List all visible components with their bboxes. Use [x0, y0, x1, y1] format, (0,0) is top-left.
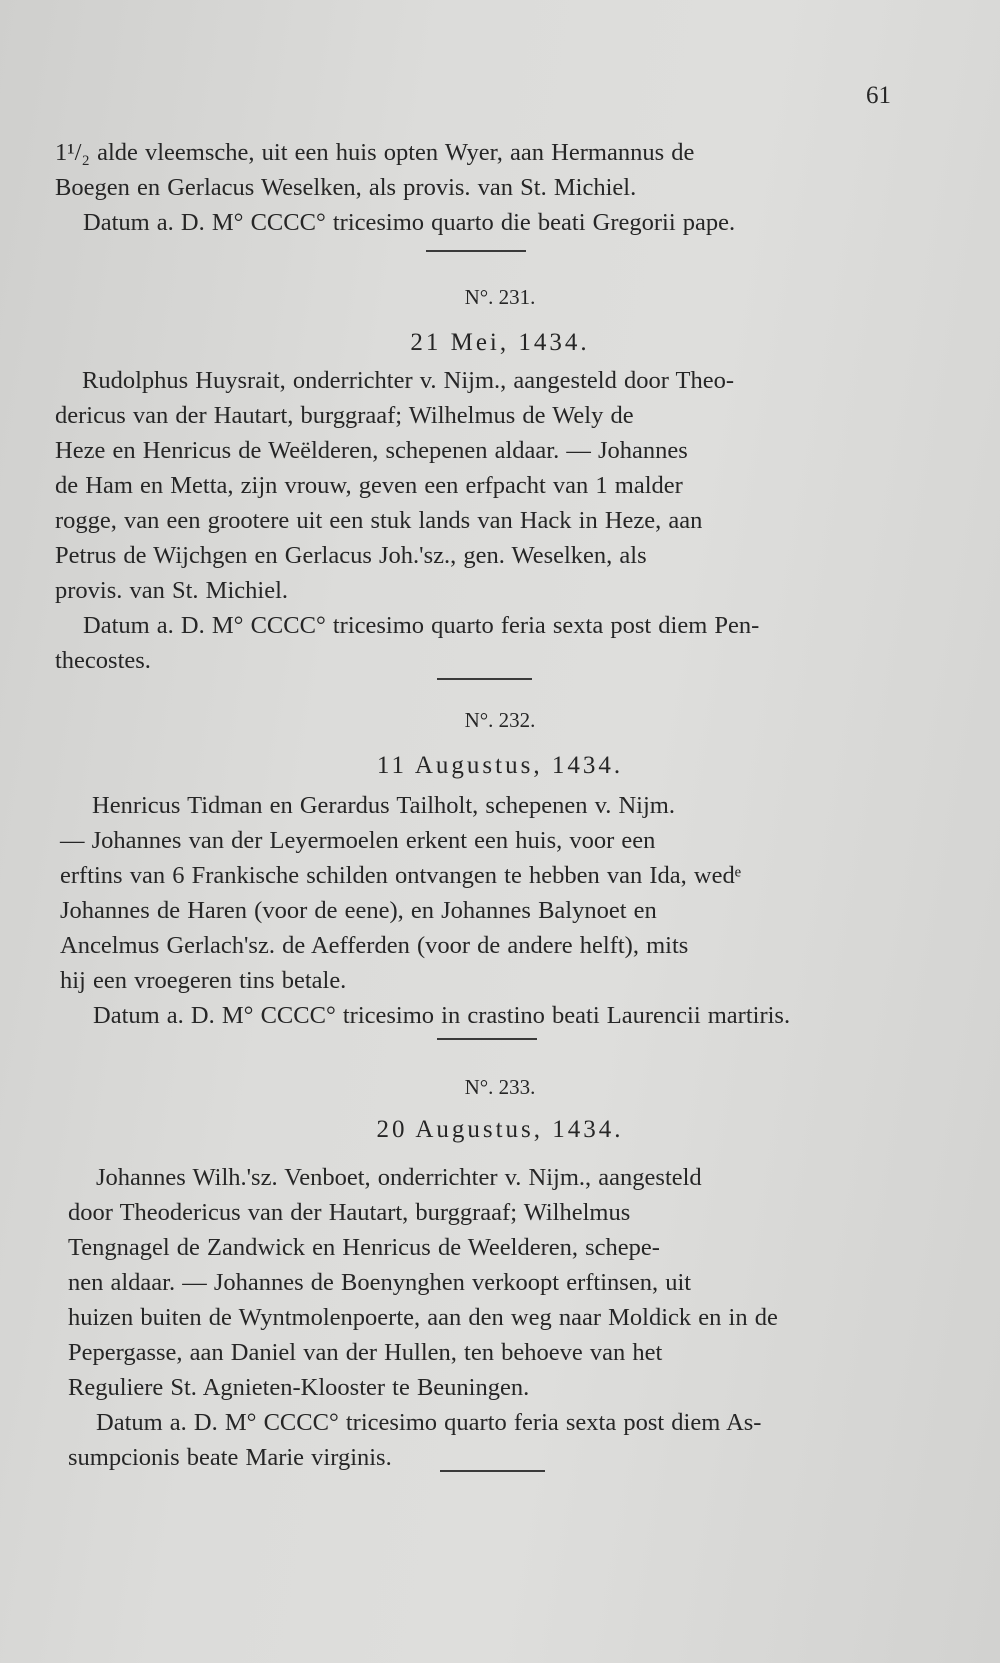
- entry-body: [68, 1160, 948, 1475]
- text-line: Reguliere St. Agnieten-Klooster te Beuningen.: [68, 1374, 530, 1401]
- entry-number: N°. 232.: [464, 708, 536, 732]
- text-line: Boegen en Gerlacus Weselken, als provis. van St. Michiel.: [55, 174, 637, 201]
- datum-line: Datum a. D. M° CCCC° tricesimo quarto feria sexta post diem Pen-: [83, 612, 760, 639]
- text-line: rogge, van een grootere uit een stuk lands van Hack in Heze, aan: [55, 507, 703, 534]
- text-line: Johannes de Haren (voor de eene), en Johannes Balynoet en: [60, 897, 657, 924]
- entry-number: N°. 231.: [464, 285, 536, 309]
- datum-line: Datum a. D. M° CCCC° tricesimo in crastino beati Laurencii martiris.: [93, 1002, 791, 1029]
- text-line: huizen buiten de Wyntmolenpoerte, aan den weg naar Moldick en in de: [68, 1304, 778, 1331]
- intro-paragraph: [55, 135, 935, 240]
- entry-date: 11 Augustus, 1434.: [376, 752, 624, 779]
- entry-body: [55, 363, 935, 678]
- section-divider: [437, 1038, 537, 1040]
- text-line: Ancelmus Gerlach'sz. de Aefferden (voor de andere helft), mits: [60, 932, 689, 959]
- text-line: de Ham en Metta, zijn vrouw, geven een erfpacht van 1 malder: [55, 472, 683, 499]
- text-line: — Johannes van der Leyermoelen erkent een huis, voor een: [60, 827, 656, 854]
- text-line: nen aldaar. — Johannes de Boenynghen verkoopt erftinsen, uit: [68, 1269, 692, 1296]
- text-line: 1¹/₂ alde vleemsche, uit een huis opten Wyer, aan Hermannus de: [55, 139, 695, 166]
- datum-line: Datum a. D. M° CCCC° tricesimo quarto feria sexta post diem As-: [96, 1409, 762, 1436]
- datum-line: Datum a. D. M° CCCC° tricesimo quarto die beati Gregorii pape.: [83, 209, 736, 236]
- text-line: hij een vroegeren tins betale.: [60, 967, 347, 994]
- section-divider: [440, 1470, 545, 1472]
- text-line: Rudolphus Huysrait, onderrichter v. Nijm., aangesteld door Theo-: [82, 367, 735, 394]
- text-line: Johannes Wilh.'sz. Venboet, onderrichter v. Nijm., aangesteld: [96, 1164, 702, 1191]
- entry-body: [60, 788, 940, 1033]
- entry-date: 20 Augustus, 1434.: [376, 1116, 624, 1143]
- datum-line: thecostes.: [55, 647, 151, 674]
- text-line: Pepergasse, aan Daniel van der Hullen, ten behoeve van het: [68, 1339, 663, 1366]
- entry-number: N°. 233.: [464, 1075, 536, 1099]
- entry-date: 21 Mei, 1434.: [410, 329, 590, 356]
- text-line: erftins van 6 Frankische schilden ontvangen te hebben van Ida, wedᵉ: [60, 862, 741, 889]
- section-divider: [426, 250, 526, 252]
- text-line: dericus van der Hautart, burggraaf; Wilhelmus de Wely de: [55, 402, 634, 429]
- text-line: Tengnagel de Zandwick en Henricus de Weelderen, schepe-: [68, 1234, 660, 1261]
- text-line: Heze en Henricus de Weëlderen, schepenen aldaar. — Johannes: [55, 437, 688, 464]
- page-number: 61: [866, 82, 891, 109]
- text-line: door Theodericus van der Hautart, burggraaf; Wilhelmus: [68, 1199, 631, 1226]
- text-line: Henricus Tidman en Gerardus Tailholt, schepenen v. Nijm.: [92, 792, 675, 819]
- section-divider: [437, 678, 532, 680]
- text-line: provis. van St. Michiel.: [55, 577, 289, 604]
- datum-line: sumpcionis beate Marie virginis.: [68, 1444, 392, 1471]
- text-line: Petrus de Wijchgen en Gerlacus Joh.'sz., gen. Weselken, als: [55, 542, 647, 569]
